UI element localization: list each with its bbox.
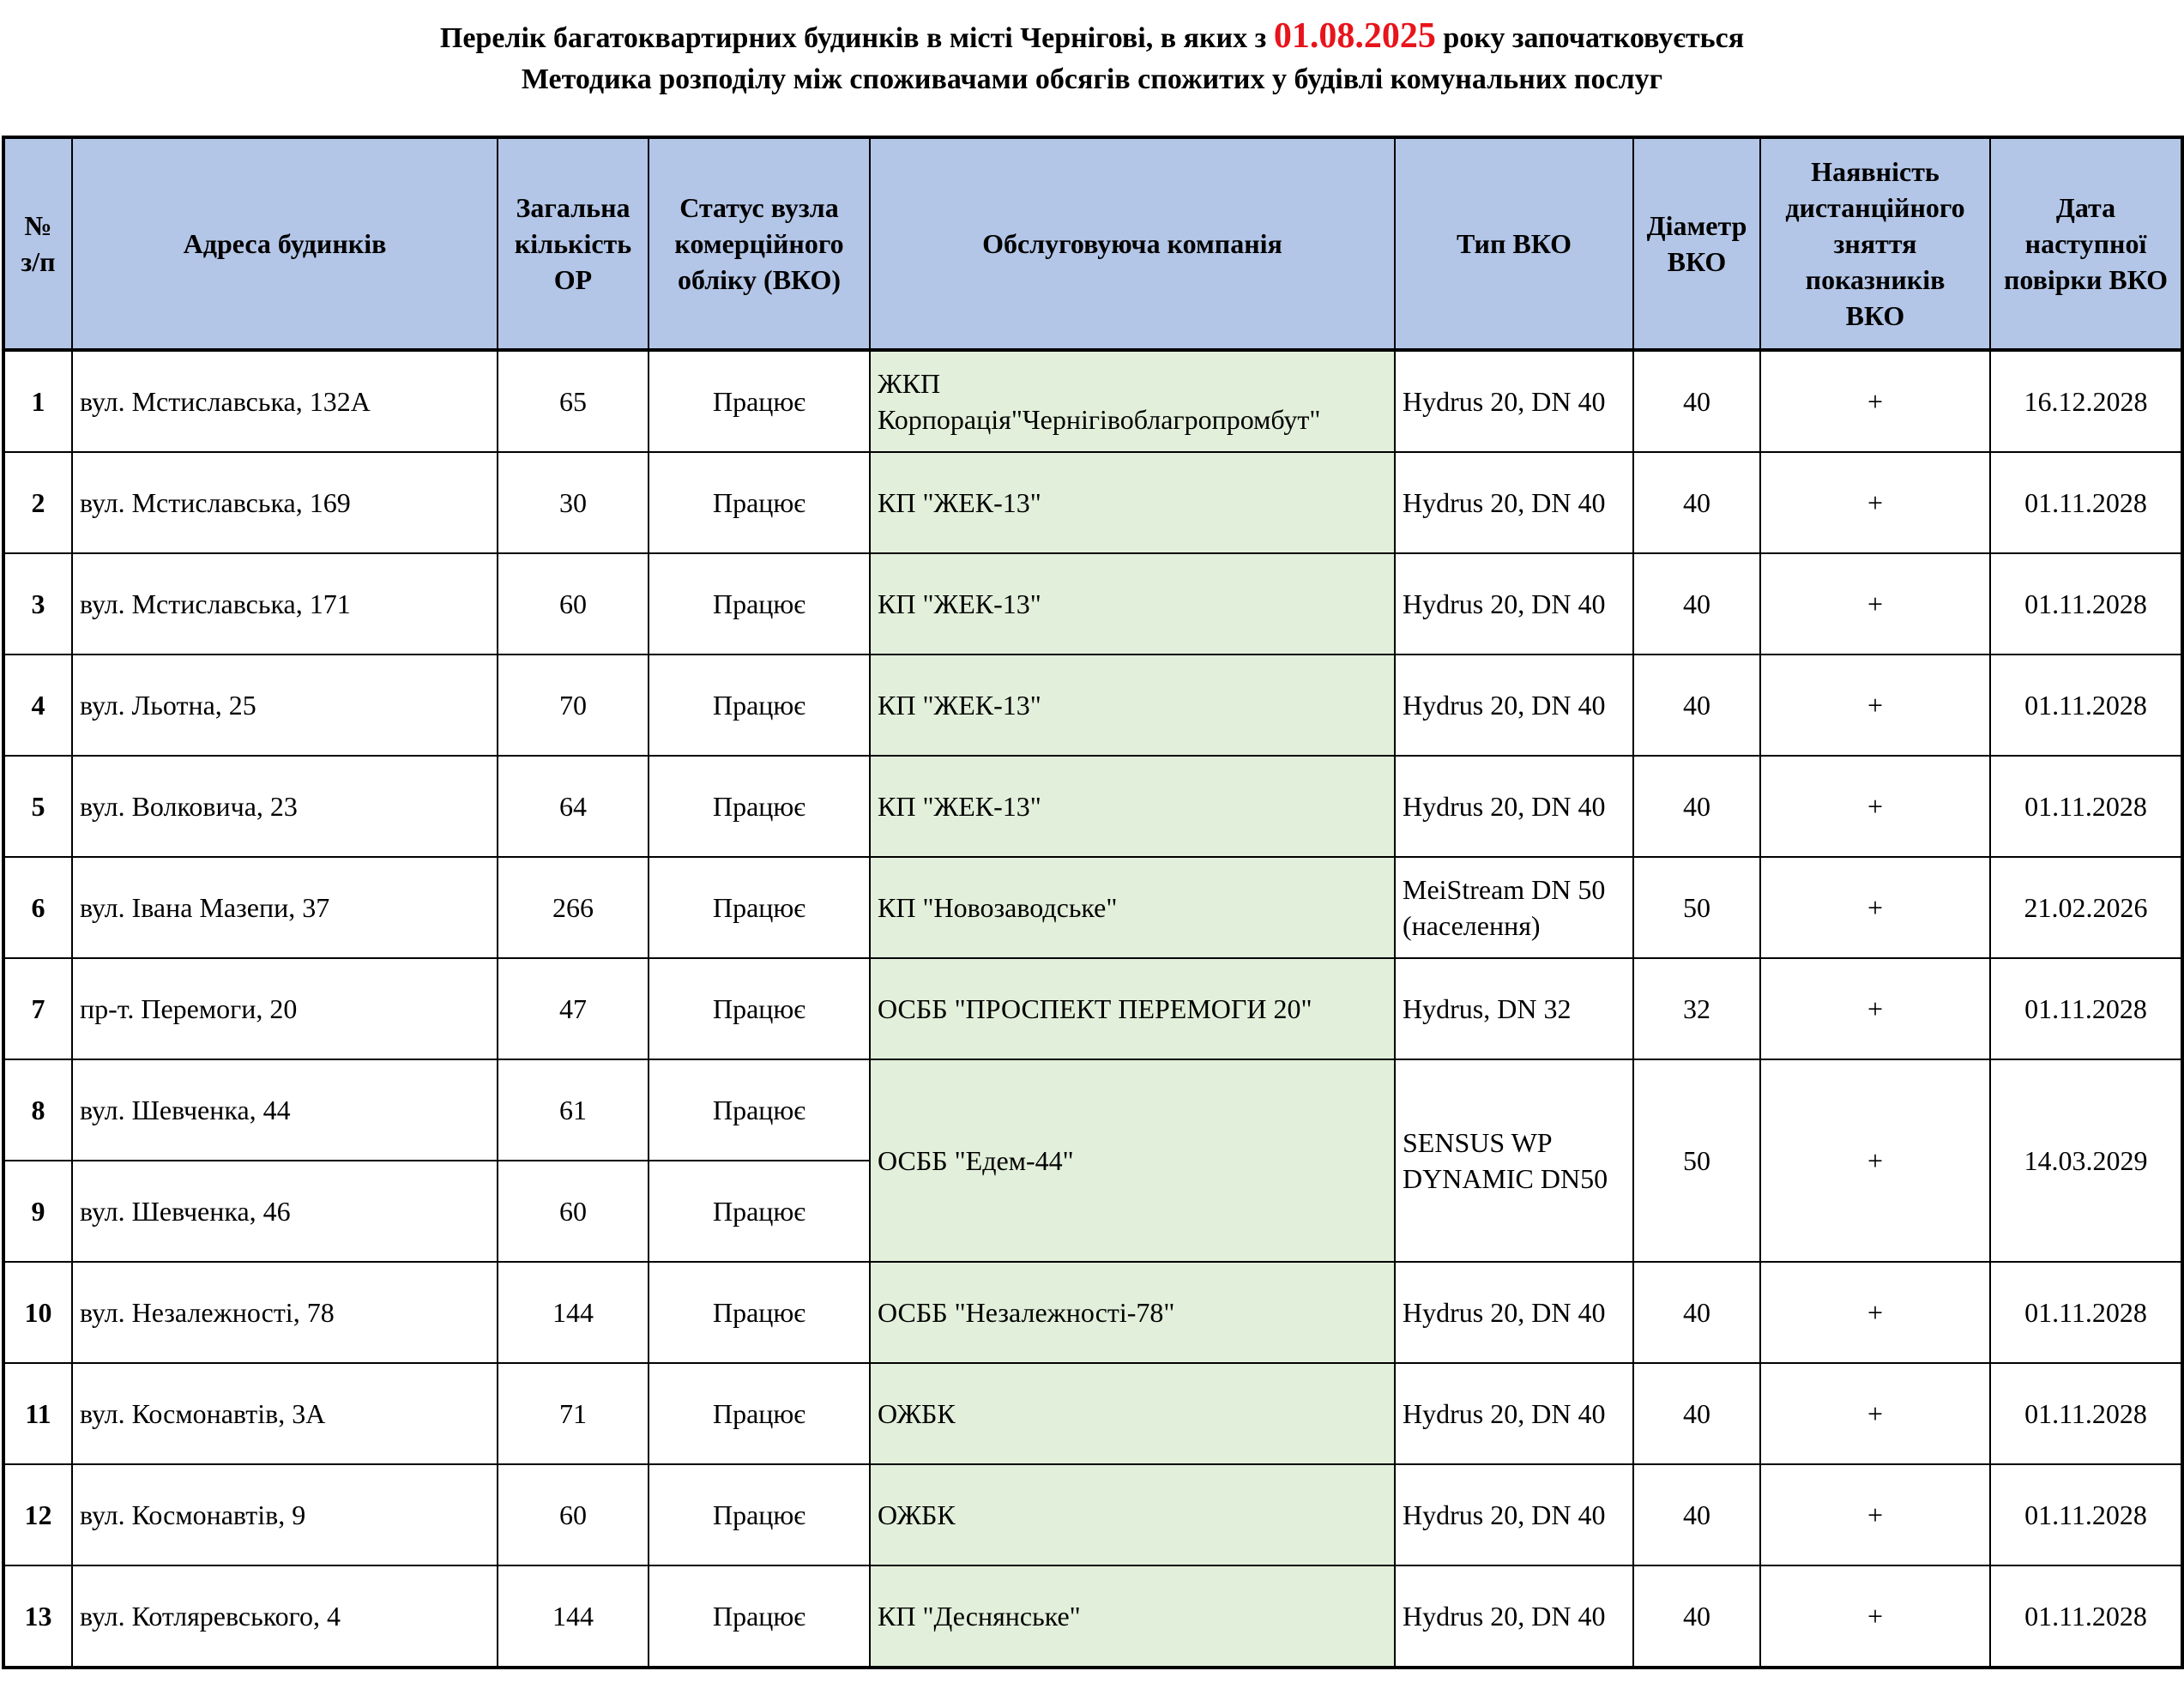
title-line-1-end: року започатковується — [1443, 22, 1745, 54]
row-vko-type — [1395, 756, 1633, 857]
table-row — [3, 857, 2182, 958]
row-vko-type-line-1: Hydrus, DN 32 — [1403, 993, 1572, 1024]
row-total-or: 266 — [498, 857, 649, 958]
row-company-line-1: КП "ЖЕК-13" — [878, 791, 1041, 822]
header-remote-line-3: зняття — [1833, 228, 1917, 259]
table-row — [3, 1464, 2182, 1565]
row-company — [870, 1262, 1395, 1363]
row-vko-type-line-1: MeiStream DN 50 — [1403, 874, 1606, 905]
table-row — [3, 1565, 2182, 1668]
row-verification-date: 16.12.2028 — [1990, 350, 2182, 452]
row-vko-type — [1395, 958, 1633, 1059]
row-total-or: 64 — [498, 756, 649, 857]
header-address: Адреса будинків — [72, 137, 498, 350]
table-row — [3, 958, 2182, 1059]
row-company — [870, 350, 1395, 452]
row-status: Працює — [649, 1262, 870, 1363]
row-status: Працює — [649, 1565, 870, 1668]
row-company — [870, 553, 1395, 654]
row-number: 7 — [3, 958, 72, 1059]
header-status — [649, 137, 870, 350]
header-diameter-line-2: ВКО — [1667, 246, 1727, 277]
row-total-or: 144 — [498, 1565, 649, 1668]
row-vko-type — [1395, 1059, 1633, 1262]
row-status: Працює — [649, 756, 870, 857]
row-address: вул. Незалежності, 78 — [72, 1262, 498, 1363]
row-number: 8 — [3, 1059, 72, 1161]
row-verification-date: 01.11.2028 — [1990, 958, 2182, 1059]
row-company-line-1: КП "Новозаводське" — [878, 892, 1118, 923]
header-company: Обслуговуюча компанія — [870, 137, 1395, 350]
title-line-2: Методика розподілу між споживачами обсягів спожитих у будівлі комунальних послуг — [521, 63, 1663, 95]
row-remote-reading: + — [1760, 1363, 1990, 1464]
table-body — [3, 350, 2182, 1668]
row-verification-date: 01.11.2028 — [1990, 452, 2182, 553]
row-address: вул. Льотна, 25 — [72, 654, 498, 756]
row-status: Працює — [649, 857, 870, 958]
header-diameter — [1633, 137, 1760, 350]
header-date-line-3: повірки ВКО — [2003, 264, 2169, 295]
header-next-verification-date — [1990, 137, 2182, 350]
table-row — [3, 452, 2182, 553]
header-remote-reading — [1760, 137, 1990, 350]
header-total-or-line-1: Загальна — [516, 192, 630, 223]
header-remote-line-2: дистанційного — [1785, 192, 1965, 223]
row-verification-date: 21.02.2026 — [1990, 857, 2182, 958]
row-vko-type-line-1: Hydrus 20, DN 40 — [1403, 588, 1606, 619]
row-vko-type — [1395, 1363, 1633, 1464]
row-verification-date: 01.11.2028 — [1990, 1262, 2182, 1363]
row-diameter: 40 — [1633, 553, 1760, 654]
row-company-line-1: КП "Деснянське" — [878, 1601, 1081, 1632]
row-status: Працює — [649, 553, 870, 654]
table-row — [3, 1363, 2182, 1464]
table-header-row — [3, 137, 2182, 350]
row-diameter: 50 — [1633, 857, 1760, 958]
row-company-line-1: КП "ЖЕК-13" — [878, 588, 1041, 619]
row-total-or: 70 — [498, 654, 649, 756]
row-total-or: 144 — [498, 1262, 649, 1363]
row-diameter: 50 — [1633, 1059, 1760, 1262]
row-vko-type — [1395, 1565, 1633, 1668]
row-company — [870, 756, 1395, 857]
row-company — [870, 1565, 1395, 1668]
row-address: вул. Космонавтів, 9 — [72, 1464, 498, 1565]
row-status: Працює — [649, 1059, 870, 1161]
header-remote-line-1: Наявність — [1811, 156, 1940, 187]
row-vko-type-line-1: Hydrus 20, DN 40 — [1403, 690, 1606, 721]
row-verification-date: 01.11.2028 — [1990, 1464, 2182, 1565]
row-vko-type — [1395, 1464, 1633, 1565]
row-vko-type-line-2: (населення) — [1403, 910, 1541, 941]
row-diameter: 40 — [1633, 756, 1760, 857]
row-status: Працює — [649, 350, 870, 452]
row-number: 4 — [3, 654, 72, 756]
row-remote-reading: + — [1760, 1059, 1990, 1262]
row-company-line-1: ОСББ "Незалежності-78" — [878, 1297, 1175, 1328]
header-diameter-line-1: Діаметр — [1646, 210, 1747, 241]
row-total-or: 65 — [498, 350, 649, 452]
row-total-or: 47 — [498, 958, 649, 1059]
row-vko-type — [1395, 1262, 1633, 1363]
row-verification-date: 01.11.2028 — [1990, 553, 2182, 654]
header-number-line-1: № — [24, 210, 52, 241]
row-total-or: 60 — [498, 1464, 649, 1565]
row-number: 9 — [3, 1161, 72, 1262]
table-row — [3, 654, 2182, 756]
row-company-line-1: ОЖБК — [878, 1398, 956, 1429]
row-vko-type — [1395, 654, 1633, 756]
row-vko-type-line-2: DYNAMIC DN50 — [1403, 1163, 1608, 1194]
row-company-line-2: Корпорація"Чернігівоблагропромбут" — [878, 404, 1321, 435]
table-row — [3, 756, 2182, 857]
row-company — [870, 958, 1395, 1059]
row-diameter: 32 — [1633, 958, 1760, 1059]
row-number: 10 — [3, 1262, 72, 1363]
row-company — [870, 857, 1395, 958]
row-company — [870, 1363, 1395, 1464]
row-company-line-1: ОЖБК — [878, 1499, 956, 1530]
row-number: 2 — [3, 452, 72, 553]
row-remote-reading: + — [1760, 452, 1990, 553]
row-number: 12 — [3, 1464, 72, 1565]
row-remote-reading: + — [1760, 857, 1990, 958]
row-address: пр-т. Перемоги, 20 — [72, 958, 498, 1059]
row-vko-type-line-1: Hydrus 20, DN 40 — [1403, 487, 1606, 518]
row-number: 3 — [3, 553, 72, 654]
row-verification-date: 14.03.2029 — [1990, 1059, 2182, 1262]
buildings-table — [2, 136, 2184, 1669]
row-address: вул. Космонавтів, 3А — [72, 1363, 498, 1464]
row-company-line-1: КП "ЖЕК-13" — [878, 487, 1041, 518]
row-diameter: 40 — [1633, 1565, 1760, 1668]
row-address: вул. Волковича, 23 — [72, 756, 498, 857]
row-diameter: 40 — [1633, 1464, 1760, 1565]
row-number: 5 — [3, 756, 72, 857]
row-vko-type — [1395, 452, 1633, 553]
row-company — [870, 654, 1395, 756]
row-address: вул. Шевченка, 46 — [72, 1161, 498, 1262]
header-date-line-2: наступної — [2024, 228, 2147, 259]
row-remote-reading: + — [1760, 1565, 1990, 1668]
row-vko-type-line-1: Hydrus 20, DN 40 — [1403, 1297, 1606, 1328]
row-diameter: 40 — [1633, 1363, 1760, 1464]
header-total-or-line-2: кількість — [514, 228, 632, 259]
row-vko-type-line-1: Hydrus 20, DN 40 — [1403, 1601, 1606, 1632]
header-number-line-2: з/п — [21, 246, 56, 277]
header-number — [3, 137, 72, 350]
row-vko-type-line-1: Hydrus 20, DN 40 — [1403, 791, 1606, 822]
row-remote-reading: + — [1760, 654, 1990, 756]
row-status: Працює — [649, 1161, 870, 1262]
title-line-1-start: Перелік багатоквартирних будинків в місті Чернігові, в яких з — [439, 22, 1267, 54]
row-remote-reading: + — [1760, 958, 1990, 1059]
row-total-or: 60 — [498, 553, 649, 654]
row-company: ОСББ "Едем-44" — [870, 1059, 1395, 1262]
row-total-or: 71 — [498, 1363, 649, 1464]
row-verification-date: 01.11.2028 — [1990, 756, 2182, 857]
row-company-line-1: КП "ЖЕК-13" — [878, 690, 1041, 721]
row-verification-date: 01.11.2028 — [1990, 1363, 2182, 1464]
row-remote-reading: + — [1760, 1262, 1990, 1363]
row-vko-type — [1395, 553, 1633, 654]
row-vko-type-line-1: Hydrus 20, DN 40 — [1403, 1499, 1606, 1530]
header-total-or-line-3: ОР — [553, 264, 593, 295]
row-status: Працює — [649, 958, 870, 1059]
row-verification-date: 01.11.2028 — [1990, 654, 2182, 756]
row-remote-reading: + — [1760, 756, 1990, 857]
header-date-line-1: Дата — [2055, 192, 2116, 223]
table-row — [3, 350, 2182, 452]
row-diameter: 40 — [1633, 1262, 1760, 1363]
row-address: вул. Шевченка, 44 — [72, 1059, 498, 1161]
row-diameter: 40 — [1633, 452, 1760, 553]
row-diameter: 40 — [1633, 350, 1760, 452]
page-title — [0, 15, 2184, 100]
row-status: Працює — [649, 654, 870, 756]
row-company-line-1: ЖКП — [878, 368, 941, 399]
title-line-1 — [0, 15, 2184, 59]
row-remote-reading: + — [1760, 350, 1990, 452]
row-address: вул. Мстиславська, 169 — [72, 452, 498, 553]
header-status-line-3: обліку (ВКО) — [678, 264, 841, 295]
header-remote-line-5: ВКО — [1845, 300, 1905, 331]
row-vko-type-line-1: SENSUS WP — [1403, 1127, 1553, 1158]
row-total-or: 61 — [498, 1059, 649, 1161]
row-total-or: 60 — [498, 1161, 649, 1262]
row-diameter: 40 — [1633, 654, 1760, 756]
row-number: 1 — [3, 350, 72, 452]
table-row — [3, 1059, 2182, 1161]
row-number: 6 — [3, 857, 72, 958]
header-total-or — [498, 137, 649, 350]
row-vko-type-line-1: Hydrus 20, DN 40 — [1403, 386, 1606, 417]
row-address: вул. Івана Мазепи, 37 — [72, 857, 498, 958]
row-status: Працює — [649, 1464, 870, 1565]
row-address: вул. Котляревського, 4 — [72, 1565, 498, 1668]
header-remote-line-4: показників — [1805, 264, 1946, 295]
title-start-date: 01.08.2025 — [1273, 16, 1436, 56]
header-status-line-1: Статус вузла — [679, 192, 839, 223]
row-number: 11 — [3, 1363, 72, 1464]
row-address: вул. Мстиславська, 171 — [72, 553, 498, 654]
row-remote-reading: + — [1760, 553, 1990, 654]
header-vko-type: Тип ВКО — [1395, 137, 1633, 350]
header-status-line-2: комерційного — [674, 228, 844, 259]
row-company-line-1: ОСББ "ПРОСПЕКТ ПЕРЕМОГИ 20" — [878, 993, 1312, 1024]
table-row — [3, 553, 2182, 654]
row-address: вул. Мстиславська, 132А — [72, 350, 498, 452]
row-verification-date: 01.11.2028 — [1990, 1565, 2182, 1668]
row-vko-type — [1395, 350, 1633, 452]
row-vko-type — [1395, 857, 1633, 958]
row-status: Працює — [649, 452, 870, 553]
row-status: Працює — [649, 1363, 870, 1464]
row-company — [870, 452, 1395, 553]
row-vko-type-line-1: Hydrus 20, DN 40 — [1403, 1398, 1606, 1429]
row-company — [870, 1464, 1395, 1565]
table-row — [3, 1262, 2182, 1363]
row-remote-reading: + — [1760, 1464, 1990, 1565]
row-total-or: 30 — [498, 452, 649, 553]
row-number: 13 — [3, 1565, 72, 1668]
